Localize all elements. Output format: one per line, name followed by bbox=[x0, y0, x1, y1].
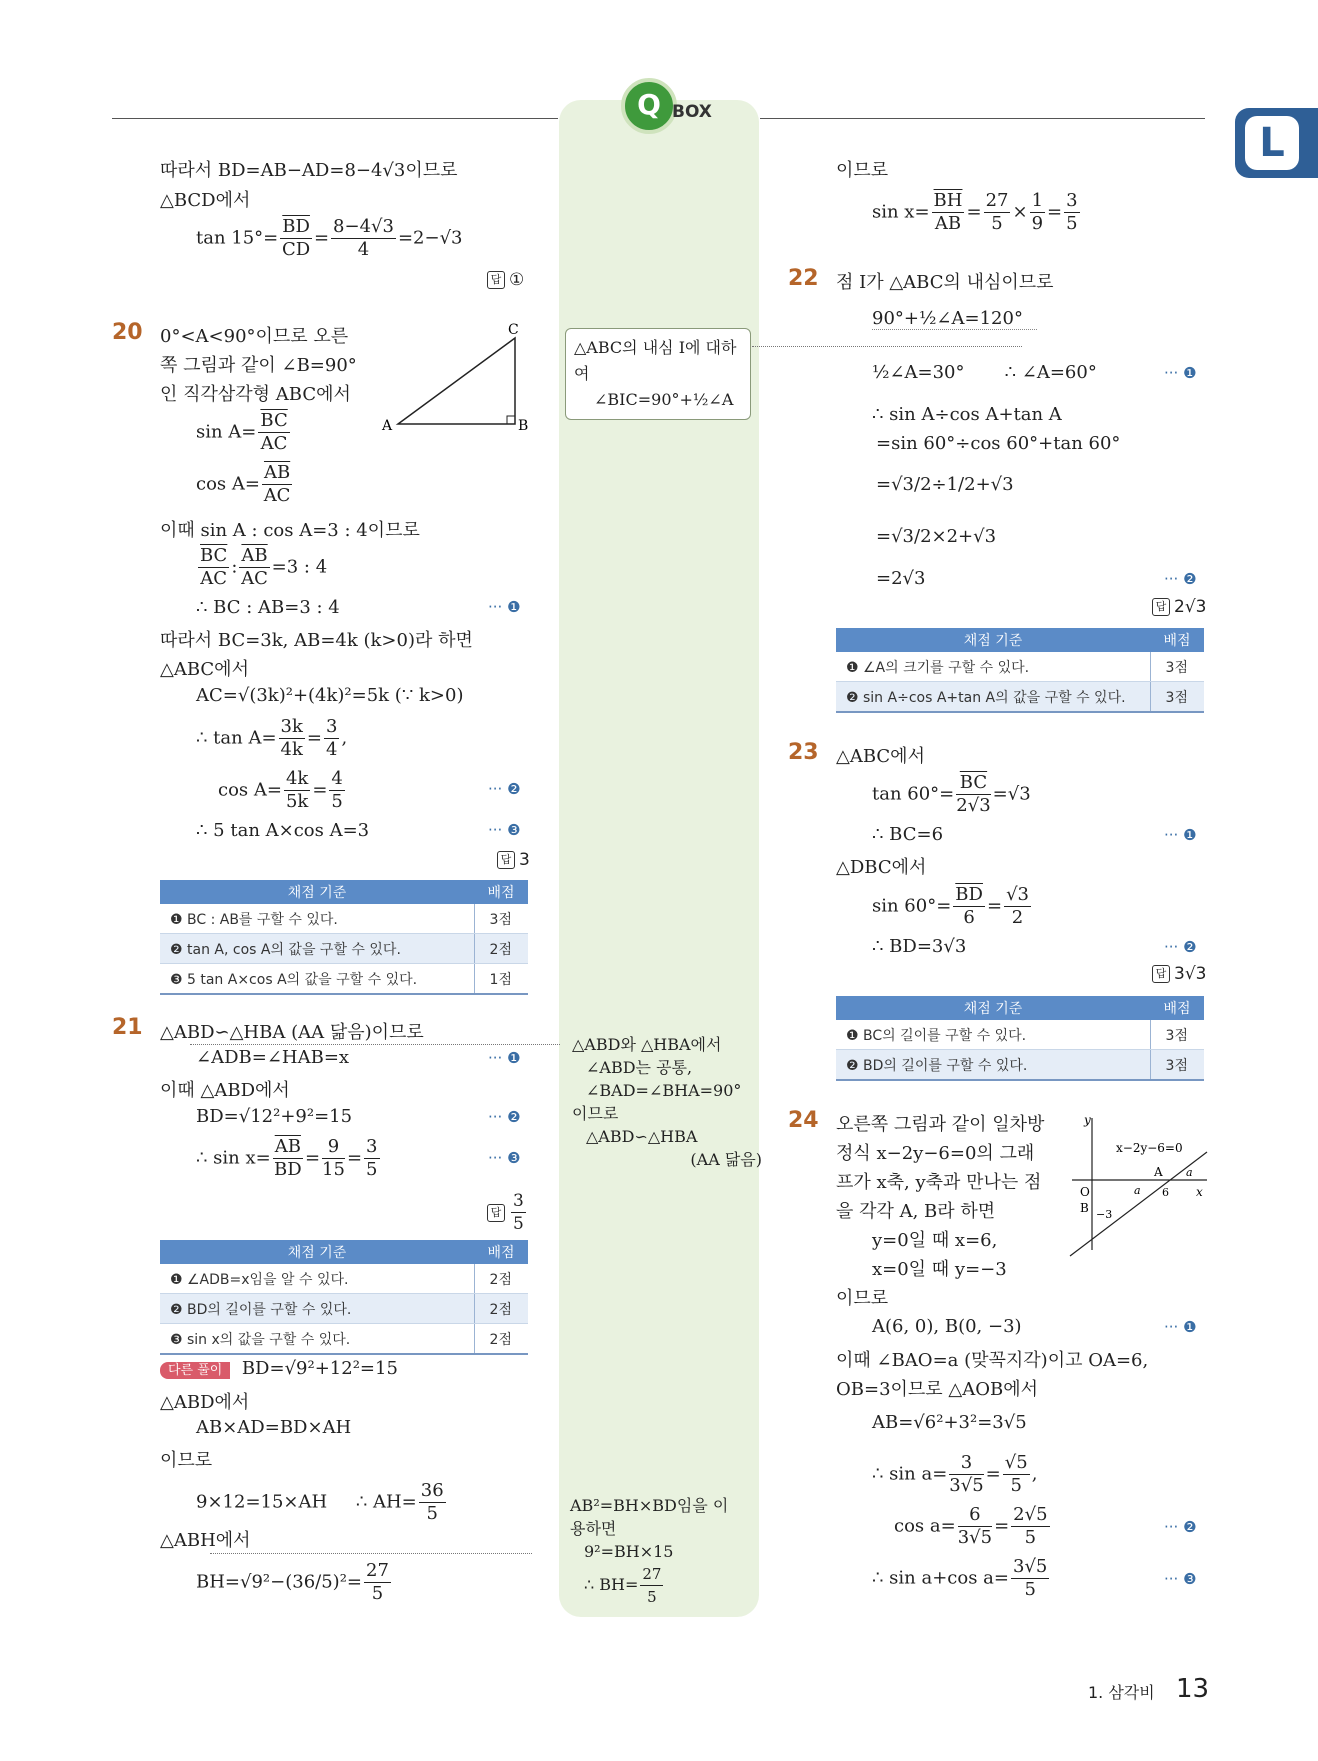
p24-line10: OB=3이므로 △AOB에서 bbox=[836, 1379, 1039, 1400]
grade21-row3: ❸ sin x의 값을 구할 수 있다. bbox=[160, 1324, 474, 1355]
g-label-minus3: −3 bbox=[1096, 1208, 1113, 1221]
line-graph-figure bbox=[1062, 1110, 1212, 1260]
p22-line5: =sin 60°÷cos 60°+tan 60° bbox=[876, 433, 1121, 454]
p24-line9: 이때 ∠BAO=a (맞꼭지각)이고 OA=6, bbox=[836, 1350, 1149, 1371]
connector-21 bbox=[190, 1044, 560, 1045]
p20-let: 따라서 BC=3k, AB=4k (k>0)라 하면 bbox=[160, 630, 473, 651]
g-label-a: A bbox=[1154, 1165, 1163, 1179]
p20-ac: AC=√(3k)²+(4k)²=5k (∵ k>0) bbox=[196, 685, 464, 706]
answer-21: 답 $\frac{3}{5}$ bbox=[487, 1190, 528, 1235]
alt-solution-tag: 다른 풀이 bbox=[160, 1362, 230, 1379]
grade20-head-points: 배점 bbox=[474, 880, 528, 904]
p24-cosa: cos a= $\frac{6}{3√5}$ = $\frac{2√5}{5}$ bbox=[894, 1504, 1048, 1548]
qbox-label: BOX bbox=[672, 102, 712, 122]
p20-sinA: sin A= $\frac{\overline{BC}}{AC}$ bbox=[196, 410, 288, 454]
grade21-row2: ❷ BD의 길이를 구할 수 있다. bbox=[160, 1294, 474, 1324]
g-angle-a2: a bbox=[1186, 1166, 1193, 1179]
tri-label-b: B bbox=[518, 418, 529, 432]
p23-line1: △ABC에서 bbox=[836, 746, 925, 767]
p24-line5: y=0일 때 x=6, bbox=[872, 1230, 998, 1251]
chapter-tab bbox=[1235, 108, 1318, 178]
tan15-frac1: $\frac{\overline{BD}}{CD}$ bbox=[281, 216, 311, 260]
tri-label-c: C bbox=[508, 322, 519, 338]
qbox-note-bh: AB²=BH×BD임을 이 용하면 9²=BH×15 ∴ BH= $\frac{27}{5}$ bbox=[570, 1496, 729, 1606]
grade21-head-points: 배점 bbox=[474, 1240, 528, 1264]
p24-line7: 이므로 bbox=[836, 1288, 889, 1309]
grade22-head-points: 배점 bbox=[1150, 628, 1204, 652]
alt-line7: BH=√9²−(36/5)²= $\frac{27}{5}$ bbox=[196, 1560, 389, 1604]
c1-top-line2: △BCD에서 bbox=[160, 190, 251, 211]
g-angle-a1: a bbox=[1134, 1184, 1141, 1197]
answer-19: 답 ① bbox=[487, 270, 524, 290]
p24-sina: ∴ sin a= $\frac{3}{3√5}$ = $\frac{√5}{5}$ , bbox=[872, 1452, 1038, 1496]
p22-marker1: ··· ❶ bbox=[1164, 364, 1197, 382]
grade21-head-criteria: 채점 기준 bbox=[160, 1240, 474, 1264]
p20-marker1: ··· ❶ bbox=[488, 598, 521, 616]
p21-line3: 이때 △ABD에서 bbox=[160, 1080, 290, 1101]
p24-marker1: ··· ❶ bbox=[1164, 1318, 1197, 1336]
grade21-row1: ❶ ∠ADB=x임을 알 수 있다. bbox=[160, 1264, 474, 1294]
p20-cosA: cos A= $\frac{\overline{AB}}{AC}$ bbox=[196, 462, 291, 506]
p20-abc: △ABC에서 bbox=[160, 659, 249, 680]
problem-23-number: 23 bbox=[788, 740, 819, 765]
footer-chapter: 1. 삼각비 bbox=[1088, 1683, 1155, 1702]
p20-therefore1: ∴ BC : AB=3 : 4 bbox=[196, 597, 340, 618]
problem-22-number: 22 bbox=[788, 266, 819, 291]
p21-line2: ∠ADB=∠HAB=x bbox=[196, 1047, 350, 1068]
p23-line5: sin 60°= $\frac{\overline{BD}}{6}$ = $\frac{√3}{2}$ bbox=[872, 884, 1029, 928]
g-equation: x−2y−6=0 bbox=[1116, 1141, 1183, 1155]
p24-line8: A(6, 0), B(0, −3) bbox=[872, 1316, 1022, 1337]
alt-line5: 9×12=15×AH ∴ AH= $\frac{36}{5}$ bbox=[196, 1480, 444, 1524]
tan15-lhs: tan 15°= bbox=[196, 227, 279, 249]
alt-line2: △ABD에서 bbox=[160, 1392, 250, 1413]
qbox-badge: Q bbox=[621, 78, 677, 134]
grade20-head-criteria: 채점 기준 bbox=[160, 880, 474, 904]
p22-line4: ∴ sin A÷cos A+tan A bbox=[872, 404, 1062, 425]
grade23-head-criteria: 채점 기준 bbox=[836, 996, 1150, 1020]
c1-tan15: tan 15°= $\frac{\overline{BD}}{CD}$ = $\frac{8-4√3}{4}$ =2−√3 bbox=[196, 216, 463, 260]
chapter-tab-letter: L bbox=[1245, 116, 1299, 170]
c1-top-line1: 따라서 BD=AB−AD=8−4√3이므로 bbox=[160, 160, 458, 181]
p20-intro3: 인 직각삼각형 ABC에서 bbox=[160, 384, 351, 405]
p24-line4: 을 각각 A, B라 하면 bbox=[836, 1201, 996, 1222]
p21-marker2: ··· ❷ bbox=[488, 1108, 521, 1126]
p24-line3: 프가 x축, y축과 만나는 점 bbox=[836, 1172, 1042, 1193]
grading-table-20: 채점 기준 배점 ❶ BC : AB를 구할 수 있다. 3점 ❷ tan A, cos A의 값을 구할 수 있다. 2점 ❸ 5 tan A×cos A의 값을 구할 수 있다. 1점 bbox=[160, 880, 528, 995]
p22-line8: =2√3 bbox=[876, 568, 926, 589]
answer-22: 답 2√3 bbox=[1152, 597, 1206, 617]
tri-label-a: A bbox=[382, 418, 393, 432]
p21-line1: △ABD∽△HBA (AA 닮음)이므로 bbox=[160, 1022, 424, 1043]
problem-21-number: 21 bbox=[112, 1015, 143, 1040]
p20-ratio2: $\frac{\overline{BC}}{AC}$ : $\frac{\overline{AB}}{AC}$ =3 : 4 bbox=[200, 545, 328, 589]
p20-marker2: ··· ❷ bbox=[488, 780, 521, 798]
qbox-note-similar: △ABD와 △HBA에서 ∠ABD는 공통, ∠BAD=∠BHA=90° 이므로 △ABD∽△HBA (AA 닮음) bbox=[572, 1035, 762, 1169]
p24-line1: 오른쪽 그림과 같이 일차방 bbox=[836, 1114, 1045, 1135]
g-label-x: x bbox=[1196, 1185, 1203, 1199]
grading-table-22: 채점 기준 배점 ❶ ∠A의 크기를 구할 수 있다. 3점 ❷ sin A÷cos A+tan A의 값을 구할 수 있다. 3점 bbox=[836, 628, 1204, 713]
p23-line2: tan 60°= $\frac{\overline{BC}}{2√3}$ =√3 bbox=[872, 772, 1031, 816]
p23-marker2: ··· ❷ bbox=[1164, 938, 1197, 956]
p24-line11: AB=√6²+3²=3√5 bbox=[872, 1412, 1027, 1433]
p24-line6: x=0일 때 y=−3 bbox=[872, 1259, 1007, 1280]
p21-line4: BD=√12²+9²=15 bbox=[196, 1106, 353, 1127]
grade23-head-points: 배점 bbox=[1150, 996, 1204, 1020]
alt-solution-line1: 다른 풀이 BD=√9²+12²=15 bbox=[160, 1358, 398, 1379]
p24-marker2: ··· ❷ bbox=[1164, 1518, 1197, 1536]
p24-marker3: ··· ❸ bbox=[1164, 1570, 1197, 1588]
tan15-frac2: $\frac{8-4√3}{4}$ bbox=[333, 216, 394, 260]
g-label-y: y bbox=[1084, 1113, 1091, 1127]
p20-marker3: ··· ❸ bbox=[488, 821, 521, 839]
p22-marker2: ··· ❷ bbox=[1164, 570, 1197, 588]
p24-line2: 정식 x−2y−6=0의 그래 bbox=[836, 1143, 1035, 1164]
grade23-row2: ❷ BD의 길이를 구할 수 있다. bbox=[836, 1050, 1150, 1081]
problem-24-number: 24 bbox=[788, 1108, 819, 1133]
grade23-row1: ❶ BC의 길이를 구할 수 있다. bbox=[836, 1020, 1150, 1050]
qbox-note-incenter: △ABC의 내심 I에 대하 여 ∠BIC=90°+½∠A bbox=[565, 328, 751, 420]
connector-alt bbox=[210, 1553, 532, 1554]
alt-line6: △ABH에서 bbox=[160, 1530, 251, 1551]
grade22-head-criteria: 채점 기준 bbox=[836, 628, 1150, 652]
p23-marker1: ··· ❶ bbox=[1164, 826, 1197, 844]
p22-line7: =√3/2×2+√3 bbox=[876, 526, 997, 547]
p23-line6: ∴ BD=3√3 bbox=[872, 936, 967, 957]
connector-22 bbox=[752, 346, 1022, 347]
g-label-b: B bbox=[1080, 1201, 1089, 1215]
p21-marker1: ··· ❶ bbox=[488, 1049, 521, 1067]
p22-line6: =√3/2÷1/2+√3 bbox=[876, 474, 1014, 495]
answer-23: 답 3√3 bbox=[1152, 964, 1206, 984]
answer-20: 답 3 bbox=[497, 850, 530, 870]
alt-line3: AB×AD=BD×AH bbox=[196, 1417, 352, 1438]
p20-intro1: 0°<A<90°이므로 오른 bbox=[160, 326, 349, 347]
p22-line3: ½∠A=30° ∴ ∠A=60° bbox=[872, 362, 1097, 383]
p21-sinx: ∴ sin x= $\frac{\overline{AB}}{BD}$ = $\frac{9}{15}$ = $\frac{3}{5}$ bbox=[196, 1136, 378, 1180]
c2-top-line1: 이므로 bbox=[836, 160, 889, 181]
p21-marker3: ··· ❸ bbox=[488, 1149, 521, 1167]
p20-tanA: ∴ tan A= $\frac{3k}{4k}$ = $\frac{3}{4}$ , bbox=[196, 716, 348, 760]
g-label-6: 6 bbox=[1162, 1186, 1169, 1199]
footer-page-number: 13 bbox=[1176, 1674, 1210, 1704]
g-label-o: O bbox=[1080, 1185, 1090, 1199]
right-angle-mark bbox=[507, 416, 515, 424]
grade20-row1: ❶ BC : AB를 구할 수 있다. bbox=[160, 904, 474, 934]
grading-table-23: 채점 기준 배점 ❶ BC의 길이를 구할 수 있다. 3점 ❷ BD의 길이를 구할 수 있다. 3점 bbox=[836, 996, 1204, 1081]
p20-cosA2: cos A= $\frac{4k}{5k}$ = $\frac{4}{5}$ bbox=[218, 768, 343, 812]
p23-line4: △DBC에서 bbox=[836, 857, 927, 878]
alt-line4: 이므로 bbox=[160, 1450, 213, 1471]
p20-result: ∴ 5 tan A×cos A=3 bbox=[196, 820, 370, 841]
c2-sinx: sin x= $\frac{\overline{BH}}{AB}$ = $\frac{27}{5}$ × $\frac{1}{9}$ = $\frac{3}{5}$ bbox=[872, 190, 1078, 234]
p20-intro2: 쪽 그림과 같이 ∠B=90° bbox=[160, 355, 357, 376]
p22-line1: 점 I가 △ABC의 내심이므로 bbox=[836, 272, 1054, 293]
grade22-row2: ❷ sin A÷cos A+tan A의 값을 구할 수 있다. bbox=[836, 682, 1150, 713]
triangle-shape bbox=[398, 338, 515, 424]
p22-line2: 90°+½∠A=120° bbox=[872, 308, 1037, 330]
p24-sum: ∴ sin a+cos a= $\frac{3√5}{5}$ bbox=[872, 1556, 1048, 1600]
problem-20-number: 20 bbox=[112, 320, 143, 345]
grade22-row1: ❶ ∠A의 크기를 구할 수 있다. bbox=[836, 652, 1150, 682]
p23-line3: ∴ BC=6 bbox=[872, 824, 944, 845]
grade20-row3: ❸ 5 tan A×cos A의 값을 구할 수 있다. bbox=[160, 964, 474, 995]
p20-ratio: 이때 sin A : cos A=3 : 4이므로 bbox=[160, 520, 420, 541]
grade20-row2: ❷ tan A, cos A의 값을 구할 수 있다. bbox=[160, 934, 474, 964]
grading-table-21: 채점 기준 배점 ❶ ∠ADB=x임을 알 수 있다. 2점 ❷ BD의 길이를 구할 수 있다. 2점 ❸ sin x의 값을 구할 수 있다. 2점 bbox=[160, 1240, 528, 1355]
triangle-figure bbox=[380, 322, 530, 432]
